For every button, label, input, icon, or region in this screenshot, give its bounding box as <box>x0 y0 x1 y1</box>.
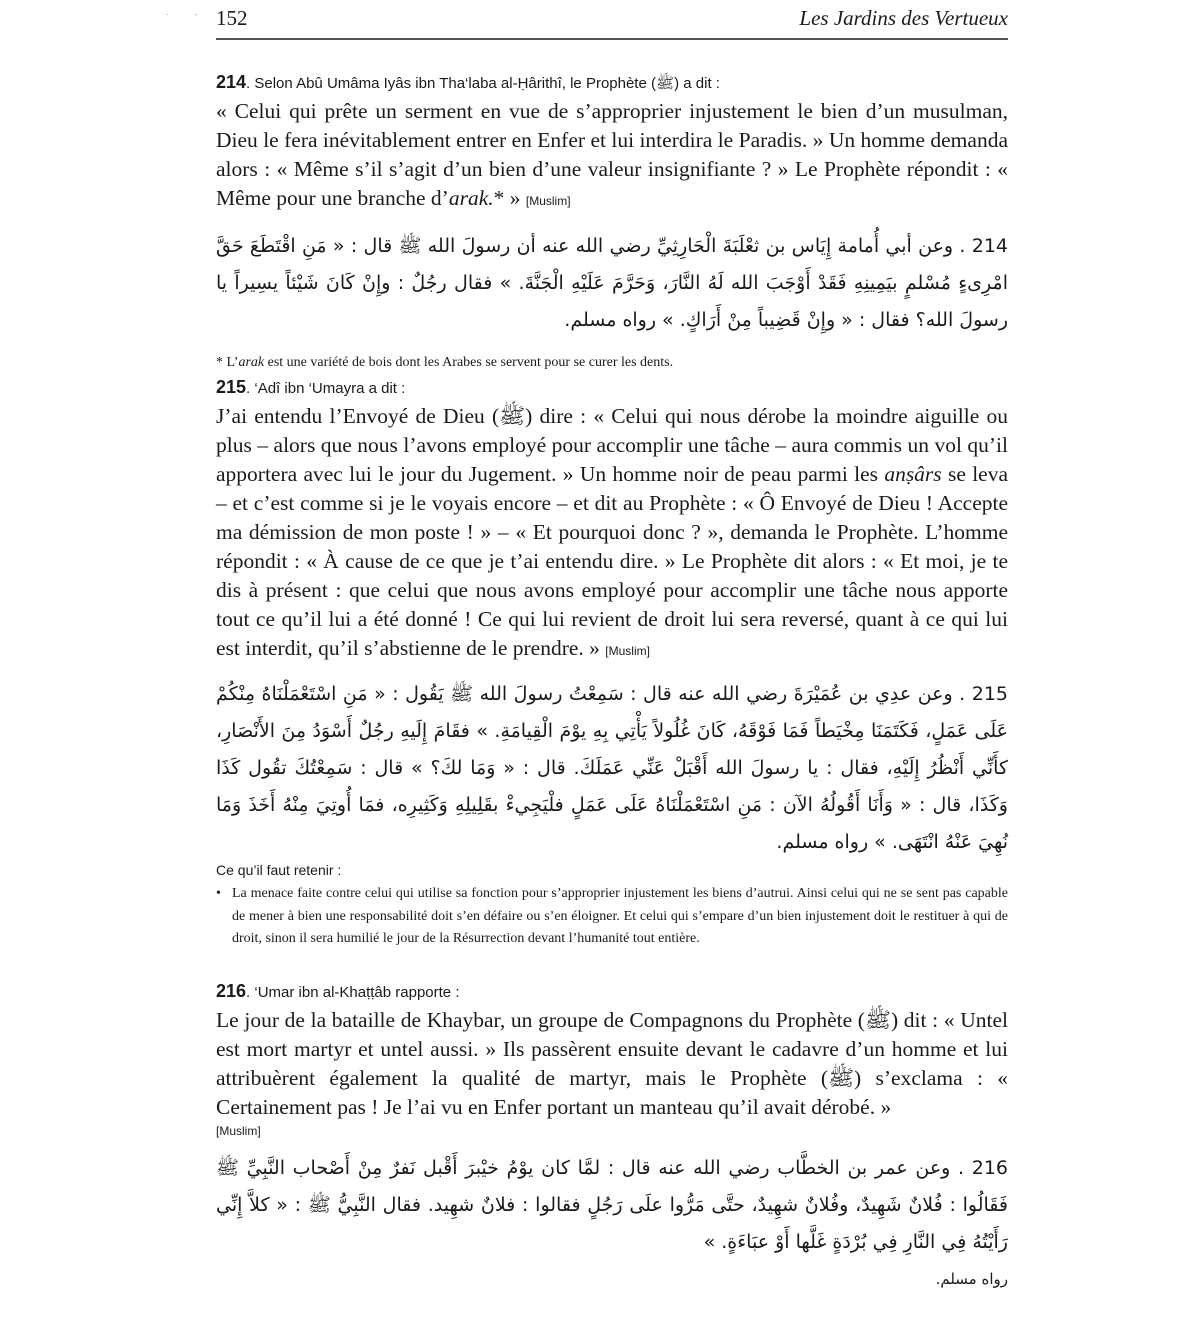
footnote-marker: * L’ <box>216 355 239 370</box>
takeaway-text: La menace faite contre celui qui utilise sa fonction pour s’approprier injustement les biens d’autrui. Ainsi celui qui ne se sent pas capable de mener à bien une responsabilité doit s’en défaire ou s’en éloigner. Et celui qui s’empare d’un bien injustement doit le restituer à qui de droit, sinon il sera humilié le jour de la Résurrection devant l’humanité tout entière. <box>232 886 1008 946</box>
bullet-icon: • <box>216 886 221 901</box>
hadith-214 <box>216 72 1008 373</box>
margin-scan-marks: · - <box>166 10 210 19</box>
arabic-text: 215 . وعن عدِي بن عُمَيْرَةَ رضي الله عنه قال : سَمِعْتُ رسولَ الله ﷺ يَقُول : « مَنِ اسْتَعْمَلْنَاهُ مِنْكُمْ عَلَى عَمَلٍ، فَكَتَمَنَا مِخْيَطاً فَمَا فَوْقَهُ، كَانَ غُلُولاً يَأْتِي بِهِ يوْمَ الْقِيامَةِ. » فقَامَ إِلَيهِ رجُلٌ أَسْوَدُ مِنَ الأَنْصَارِ، كأَنِّي أَنْظُرُ إِلَيْهِ، فقال : يا رسولَ الله أَقْبَلْ عَنِّي عَمَلَكَ. قال : « وَمَا لكَ؟ » قال : سَمِعْتُكَ تقُول كَذَا وَكَذَا، قال : « وَأَنَا أَقُولُهُ الآن : مَنِ اسْتَعْمَلْنَاهُ عَلَى عَمَلٍ فلْيَجِيءْ بقَلِيلِهِ وَكَثِيرِه، فمَا أُوتِيَ مِنْهُ أَخَذَ وَمَا نُهِيَ عَنْهُ انْتَهَى. » رواه مسلم. <box>216 683 1008 853</box>
page-number: 152 <box>216 6 248 30</box>
italic-term: anṣârs <box>884 462 942 486</box>
hadith-number: 216 <box>216 981 247 1001</box>
french-body: « Celui qui prête un serment en vue de s’approprier injustement le bien d’un musulman, Dieu le fera inévitablement entrer en Enfer et lui interdira le Paradis. » Un homme demanda alors : « Même s’il s’agit d’un bien d’une valeur insignifiante ? » Le Prophète répondit : « Même pour une branche d’ <box>216 99 1008 210</box>
footnote <box>216 353 1008 373</box>
source-reference: [Muslim] <box>216 1124 261 1138</box>
hadith-heading <box>216 377 1008 399</box>
hadith-number: 215 <box>216 377 247 397</box>
takeaway-list <box>216 883 1008 951</box>
hadith-heading <box>216 72 1008 94</box>
french-body-cont: se leva – et c’est comme si je le voyais encore – et dit au Prophète : « Ô Envoyé de Dieu ! Accepte ma démission de mon poste ! » – « Et pourquoi donc ? », demanda le Prophète. L’homme répondit : « À cause de ce que je t’ai entendu dire. » Le Prophète dit alors : « Et moi, je te dis à présent : que celui que nous avons employé pour accomplir une tâche nous apporte tout ce qu’il lui a été donné ! Ce qui lui revient de droit lui sera reversé, quant à ce qui lui est interdit, qu’il s’abstienne de le prendre. » <box>216 462 1009 660</box>
hadith-narrator: . ‘Adî ibn ‘Umayra a dit : <box>246 380 406 397</box>
hadith-number: 214 <box>216 72 247 92</box>
french-body: J’ai entendu l’Envoyé de Dieu (ﷺ) dire : « Celui qui nous dérobe la moindre aiguille ou plus – alors que nous l’avons employé pour accomplir une tâche – aura commis un vol qu’il apportera avec lui le jour du Jugement. » Un homme noir de peau parmi les <box>216 404 1008 486</box>
italic-term: arak. <box>448 186 494 210</box>
page-header <box>216 6 1008 36</box>
running-title: Les Jardins des Vertueux <box>799 6 1008 30</box>
header-rule <box>216 38 1008 40</box>
french-text <box>216 97 1008 216</box>
hadith-heading <box>216 981 1008 1003</box>
hadith-narrator: . Selon Abû Umâma Iyâs ibn Tha‘laba al-Ḥârithî, le Prophète (ﷺ) a dit : <box>246 75 720 92</box>
arabic-text: 214 . وعن أبي أُمامة إِيَاس بن ثعْلَبَةَ الْحَارِثِيِّ رضي الله عنه أن رسولَ الله ﷺ قال : « مَنِ اقْتَطَعَ حَقَّ امْرِىءٍ مُسْلمٍ بيَمِينِهِ فَقَدْ أَوْجَبَ الله لَهُ النَّارَ، وَحَرَّمَ عَلَيْهِ الْجَنَّةَ. » فقال رجُلٌ : وإِنْ كَانَ شَيْئاً يسِيراً يا رسولَ الله؟ فقال : « وإِنْ قَضِيباً مِنْ أَرَاكٍ. » رواه مسلم. <box>216 235 1008 331</box>
takeaway-item <box>216 883 1008 951</box>
arabic-source: رواه مسلم. <box>935 1270 1008 1288</box>
source-reference: [Muslim] <box>525 194 571 208</box>
hadith-215 <box>216 377 1008 951</box>
french-body-end: * » <box>493 186 521 210</box>
takeaway-heading: Ce qu’il faut retenir : <box>216 862 342 878</box>
hadith-narrator: . ‘Umar ibn al-Khaṭṭâb rapporte : <box>246 984 460 1001</box>
french-text: Le jour de la bataille de Khaybar, un groupe de Compagnons du Prophète (ﷺ) dit : « Untel est mort martyr et untel aussi. » Ils passèrent ensuite devant le cadavre d’un homme et lui attribuèrent également la qualité de martyr, mais le Prophète (ﷺ) s’exclama : « Certainement pas ! Je l’ai vu en Enfer portant un manteau qu’il avait dérobé. » <box>216 1008 1008 1119</box>
hadith-216 <box>216 981 1008 1298</box>
source-reference: [Muslim] <box>605 644 650 658</box>
arabic-text: 216 . وعن عمر بن الخطَّاب رضي الله عنه قال : لمَّا كان يوْمُ خيْبرَ أَقْبل نَفرٌ مِنْ أَصْحاب النَّبِيِّ ﷺ فَقَالُوا : فُلانٌ شَهِيدٌ، وفُلانٌ شهِيدٌ، حتَّى مَرُّوا علَى رَجُلٍ فقالوا : فلانٌ شهِيد. فقال النَّبِيُّ ﷺ : « كلاَّ إِنِّي رَأَيْتُهُ فِي النَّارِ فِي بُرْدَةٍ غَلَّها أَوْ عبَاءَةٍ. » <box>216 1157 1008 1253</box>
footnote-text: est une variété de bois dont les Arabes se servent pour se curer les dents. <box>264 355 674 370</box>
french-text <box>216 402 1008 666</box>
footnote-term: arak <box>238 355 265 370</box>
